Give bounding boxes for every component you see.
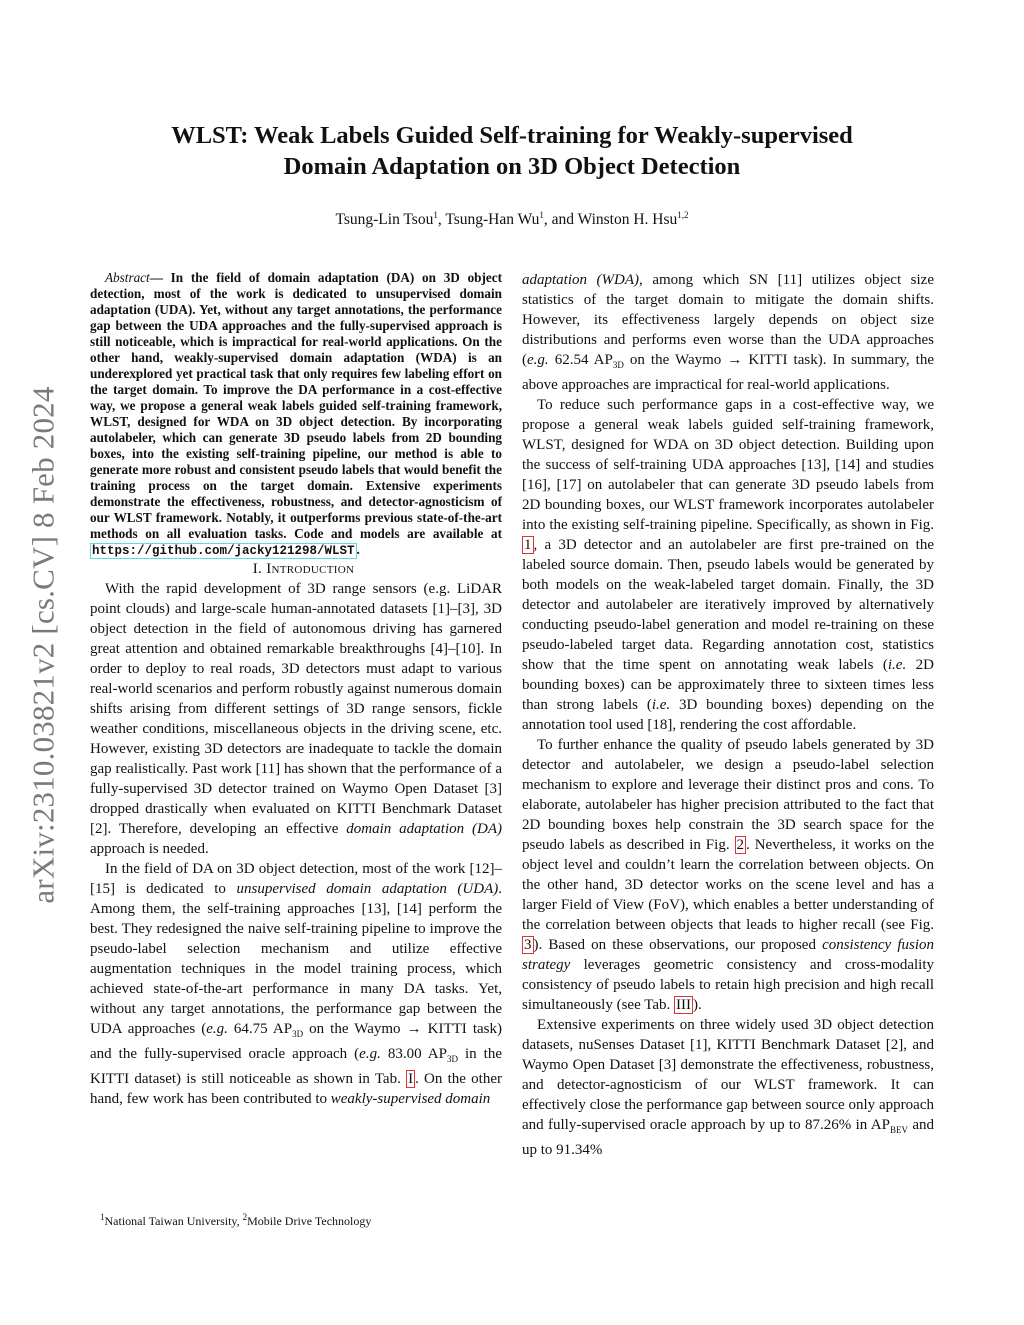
footnote-affil-1: National Taiwan University, [104,1214,243,1228]
intro-paragraph-1 [90,579,502,859]
emphasis: adaptation (WDA) [522,272,640,288]
text-run: 3D bounding boxes) depending on the annotation tool used [18], rendering the cost affordable. [522,697,934,733]
arxiv-identifier [22,360,66,930]
emphasis: i.e. [887,657,907,673]
text-run: in the KITTI dataset) is still noticeable as shown in Tab. [90,1046,502,1087]
intro-paragraph-3 [522,395,934,735]
subscript: BEV [889,1125,908,1135]
subscript: 3D [292,1029,304,1039]
section-heading-introduction [90,559,502,579]
author-1-affil: 1 [433,210,438,220]
title-line-2: Domain Adaptation on 3D Object Detection [283,153,741,180]
text-run: In the field of DA on 3D object detection, most of the work [12]–[15] is dedicated to [90,861,502,897]
right-column [522,270,934,1160]
footnote-sup-1: 1 [100,1212,105,1222]
author-3-affil: 1,2 [677,210,689,220]
arxiv-identifier-text: arXiv:2310.03821v2 [cs.CV] 8 Feb 2024 [26,386,62,904]
emphasis: i.e. [651,697,671,713]
text-run: ). Based on these observations, our proposed [533,937,823,953]
footnote-affil-2: Mobile Drive Technology [247,1214,372,1228]
emphasis: e.g. [359,1046,381,1062]
table-ref-link[interactable]: I [408,1071,414,1087]
author-2: Tsung-Han Wu [445,211,540,229]
text-run: , among which SN [11] utilizes object size statistics of the target domain to mitigate the domain shifts. However, its effectiveness largely depends on object size distributions and performs even worse than the UDA approaches ( [522,272,934,368]
text-run: 2D bounding boxes) can be approximately three to sixteen times less than strong labels ( [522,657,934,713]
section-number: I. [252,561,263,577]
abstract-text: — In the field of domain adaptation (DA) on 3D object detection, most of the work is dedicated to unsupervised domain adaptation (UDA). Yet, without any target annotations, the performance gap between the UDA approaches and the fully-supervised approach is still noticeable, which is impractical for real-world applications. On the other hand, weakly-supervised domain adaptation (WDA) is an underexplored yet practical task that only requires few labeling effort on the target domain. To improve the DA performance in a cost-effective way, we propose a general weak labels guided self-training framework, WLST, designed for WDA on 3D object detection. By incorporating autolabeler, which can generate 3D pseudo labels from 2D bounding boxes, into the existing self-training pipeline, our method is able to generate more robust and consistent pseudo labels that would benefit the training process on the target domain. Extensive experiments demonstrate the effectiveness, robustness, and detector-agnosticism of our WLST framework. Notably, it outperforms previous state-of-the-art methods on all evaluation tasks. Code and models are available at [90,270,502,541]
code-link[interactable]: https://github.com/jacky121298/WLST [92,544,355,558]
emphasis: e.g. [527,352,549,368]
text-run: on the Waymo → KITTI task) and the fully-supervised oracle approach ( [90,1021,502,1062]
intro-paragraph-2 [90,859,502,1109]
author-list: Tsung-Lin Tsou$^1$, Tsung-Han Wu$^1$, and Winston H. Hsu$^{1,2}$ [335,210,689,229]
text-run: . Among them, the self-training approaches [13], [14] perform the best. They redesigned the naive self-training pipeline to improve the pseudo-label selection mechanism and utilize effective augmentation techniques in the model training process, which achieved state-of-the-art performance in many DA tasks. Yet, without any target annotations, the performance gap between the UDA approaches ( [90,881,502,1037]
text-run: and up to 91.34% [522,1117,934,1158]
intro-paragraph-5 [522,1015,934,1160]
text-run: To reduce such performance gaps in a cost-effective way, we propose a general weak labels guided self-training framework, WLST, designed for WDA on 3D object detection. Building upon the success of self-training UDA approaches [13], [14] and studies [16], [17] on autolabeler that can generate 3D pseudo labels from 2D bounding boxes, our WLST framework incorporates autolabeler into the existing self-training pipeline. Specifically, as shown in Fig. [522,397,934,533]
paper-title [100,120,924,182]
text-run: leverages geometric consistency and cross-modality consistency of pseudo labels to retain high precision and high recall simultaneously (see Tab. [522,957,934,1013]
table-ref-link[interactable]: III [675,997,691,1013]
emphasis: unsupervised domain adaptation (UDA) [236,881,499,897]
figure-ref-link[interactable]: 2 [736,837,745,853]
abstract-label: Abstract [105,270,150,285]
text-run: . Nevertheless, it works on the object level and couldn’t learn the correlation between objects. On the other hand, 3D detector works on the scene level and has a larger Field of View (FoV), which enables a better understanding of the correlation between objects that leads to higher recall (see Fig. [522,837,934,933]
text-run: 83.00 AP [380,1046,447,1062]
intro-paragraph-4 [522,735,934,1015]
section-title: Introduction [266,561,355,577]
emphasis: e.g. [206,1021,228,1037]
text-run: Extensive experiments on three widely used 3D object detection datasets, nuSenses Dataset [1], KITTI Benchmark Dataset [2], and Waymo Open Dataset [3] demonstrate the effectiveness, robustness, and detector-agnosticism of our WLST framework. It can effectively close the performance gap between source only approach and fully-supervised oracle approach by up to 87.26% in AP [522,1017,934,1133]
text-run: To further enhance the quality of pseudo labels generated by 3D detector and autolabeler, we design a pseudo-label selection mechanism to explore and leverage their distinct pros and cons. To elaborate, autolabeler has higher precision attributed to the fact that 2D bounding boxes help constrain the 3D search space for the pseudo labels as described in Fig. [522,737,934,853]
title-line-1: WLST: Weak Labels Guided Self-training for Weakly-supervised [171,122,853,149]
emphasis: weakly-supervised domain [330,1091,491,1107]
emphasis: consistency fusion strategy [522,937,934,973]
author-2-affil: 1 [539,210,544,220]
abstract-end: . [356,542,360,557]
footnote-sup-2: 2 [242,1212,248,1222]
text-run: . On the other hand, few work has been contributed to [90,1071,502,1107]
intro-paragraph-2-continued [522,270,934,395]
figure-ref-link[interactable]: 1 [524,537,532,553]
author-1: Tsung-Lin Tsou [335,211,434,229]
text-run: approach is needed. [90,841,209,857]
text-run: , a 3D detector and an autolabeler are first pre-trained on the labeled source domain. Then, pseudo labels would be generated by both models on the weak-labeled target domain. Finally, the 3D detector and autolabeler are iteratively improved by alternatively conducting pseudo-label generation and model re-training on these pseudo-labeled target data. Regarding annotation cost, statistics show that the time spent on annotating weak labels ( [522,537,934,673]
subscript: 3D [446,1054,458,1064]
author-3: and Winston H. Hsu [551,211,678,229]
text-run: 64.75 AP [227,1021,293,1037]
emphasis: domain adaptation (DA) [346,821,502,837]
affiliation-footnote [100,1212,371,1229]
left-column [90,270,502,1109]
figure-ref-link[interactable]: 3 [524,937,532,953]
text-run: With the rapid development of 3D range sensors (e.g. LiDAR point clouds) and large-scale human-annotated datasets [1]–[3], 3D object detection in the field of autonomous driving has garnered great attention and obtained remarkable breakthroughs [4]–[10]. In order to deploy to real roads, 3D detectors must adapt to various real-world scenarios and perform robustly against numerous domain shifts arising from different settings of 3D range sensors, fickle weather conditions, miscellaneous objects in the driving scene, etc. However, existing 3D detectors are inadequate to tackle the domain gap realistically. Past work [11] has shown that the performance of a fully-supervised 3D detector trained on Waymo Open Dataset [3] dropped drastically when evaluated on KITTI Benchmark Dataset [2]. Therefore, developing an effective [90,581,502,837]
subscript: 3D [612,360,624,370]
abstract [90,270,502,559]
text-run: 62.54 AP [548,352,613,368]
text-run: on the Waymo → KITTI task). In summary, the above approaches are impractical for real-world applications. [522,352,934,393]
text-run: ). [692,997,702,1013]
